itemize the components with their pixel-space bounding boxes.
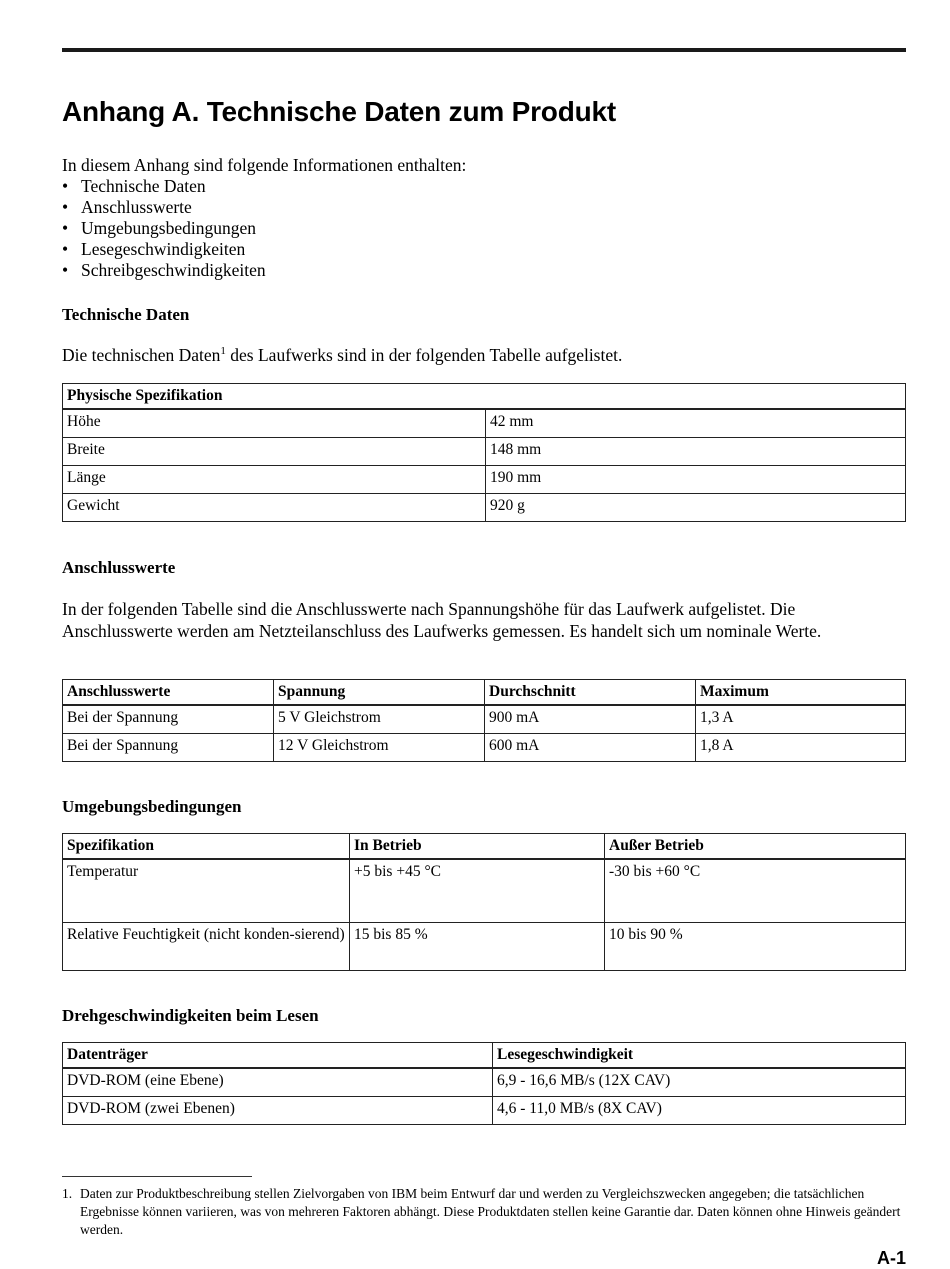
table-cell: 1,8 A	[696, 733, 906, 761]
table-cell: 42 mm	[486, 409, 906, 437]
top-rule	[62, 48, 906, 52]
table-cell: Bei der Spannung	[63, 705, 274, 733]
table-row	[63, 705, 906, 733]
footnote-rule	[62, 1176, 252, 1177]
table-cell: 4,6 - 11,0 MB/s (8X CAV)	[493, 1096, 906, 1124]
list-item: • Schreibgeschwindigkeiten	[62, 260, 466, 281]
power-table	[62, 679, 906, 762]
table-cell: 10 bis 90 %	[605, 922, 906, 970]
intro-list	[62, 176, 466, 281]
table-cell: 12 V Gleichstrom	[274, 733, 485, 761]
table-cell: 920 g	[486, 493, 906, 521]
table-cell: 600 mA	[485, 733, 696, 761]
table-header-cell: Datenträger	[63, 1043, 493, 1069]
tech-text-before: Die technischen Daten	[62, 345, 221, 365]
table-header-cell: Anschlusswerte	[63, 680, 274, 706]
table-cell: 1,3 A	[696, 705, 906, 733]
table-cell: 148 mm	[486, 437, 906, 465]
power-paragraph: In der folgenden Tabelle sind die Anschlusswerte nach Spannungshöhe für das Laufwerk aufgelistet. Die Anschlusswerte werden am Netzteilanschluss des Laufwerks gemessen. Es handelt sich um nominale Werte.	[62, 599, 822, 641]
table-cell: 6,9 - 16,6 MB/s (12X CAV)	[493, 1068, 906, 1096]
table-header-cell: Lesegeschwindigkeit	[493, 1043, 906, 1069]
tech-text-after: des Laufwerks sind in der folgenden Tabelle aufgelistet.	[225, 345, 623, 365]
page-number: A-1	[876, 1248, 906, 1268]
table-header-row	[63, 1043, 906, 1069]
table-cell: DVD-ROM (eine Ebene)	[63, 1068, 493, 1096]
read-heading: Drehgeschwindigkeiten beim Lesen	[62, 1006, 319, 1025]
table-cell: Länge	[63, 465, 486, 493]
intro-text: In diesem Anhang sind folgende Informationen enthalten:	[62, 155, 467, 175]
table-row	[63, 437, 906, 465]
table-cell: Höhe	[63, 409, 486, 437]
read-speed-table	[62, 1042, 906, 1125]
footnote-number: 1.	[62, 1186, 73, 1201]
table-cell: 190 mm	[486, 465, 906, 493]
table-row	[63, 465, 906, 493]
page-title: Anhang A. Technische Daten zum Produkt	[62, 96, 617, 127]
table-cell: DVD-ROM (zwei Ebenen)	[63, 1096, 493, 1124]
environment-table	[62, 833, 906, 971]
table-cell: Bei der Spannung	[63, 733, 274, 761]
footnote-text: Daten zur Produktbeschreibung stellen Zielvorgaben von IBM beim Entwurf dar und werden zu Vergleichszwecken angegeben; die tatsächlichen Ergebnisse können variieren, was von mehreren Faktoren abhängt. Diese Produktdaten stellen keine Garantie dar. Daten können ohne Hinweis geändert werden.	[80, 1186, 901, 1237]
power-heading: Anschlusswerte	[62, 558, 176, 577]
intro-section	[62, 155, 466, 281]
env-heading: Umgebungsbedingungen	[62, 797, 242, 816]
table-cell: -30 bis +60 °C	[605, 859, 906, 922]
footnote-ref[interactable]: 1	[220, 345, 226, 358]
tech-heading: Technische Daten	[62, 305, 190, 324]
table-header-cell: Maximum	[696, 680, 906, 706]
table-row	[63, 1096, 906, 1124]
list-item: • Anschlusswerte	[62, 197, 466, 218]
table-cell: 900 mA	[485, 705, 696, 733]
table-row	[63, 409, 906, 437]
table-cell: Temperatur	[63, 859, 350, 922]
physical-spec-table	[62, 383, 906, 522]
table-header-cell: Spezifikation	[63, 834, 350, 860]
table-cell: Relative Feuchtigkeit (nicht konden-sierend)	[63, 922, 350, 970]
tech-paragraph	[62, 345, 906, 367]
table-header-row	[63, 384, 906, 410]
table-cell: +5 bis +45 °C	[350, 859, 605, 922]
table-cell: 5 V Gleichstrom	[274, 705, 485, 733]
table-cell: 15 bis 85 %	[350, 922, 605, 970]
table-header-cell: In Betrieb	[350, 834, 605, 860]
footnote	[62, 1185, 906, 1239]
table-row	[63, 493, 906, 521]
list-item: • Technische Daten	[62, 176, 466, 197]
table-header-cell: Durchschnitt	[485, 680, 696, 706]
table-cell: Gewicht	[63, 493, 486, 521]
table-row	[63, 733, 906, 761]
table-header-row	[63, 680, 906, 706]
table-header-cell: Physische Spezifikation	[63, 384, 906, 410]
table-header-row	[63, 834, 906, 860]
table-row	[63, 859, 906, 922]
list-item: • Lesegeschwindigkeiten	[62, 239, 466, 260]
table-header-cell: Spannung	[274, 680, 485, 706]
list-item: • Umgebungsbedingungen	[62, 218, 466, 239]
table-header-cell: Außer Betrieb	[605, 834, 906, 860]
table-row	[63, 1068, 906, 1096]
table-row	[63, 922, 906, 970]
table-cell: Breite	[63, 437, 486, 465]
